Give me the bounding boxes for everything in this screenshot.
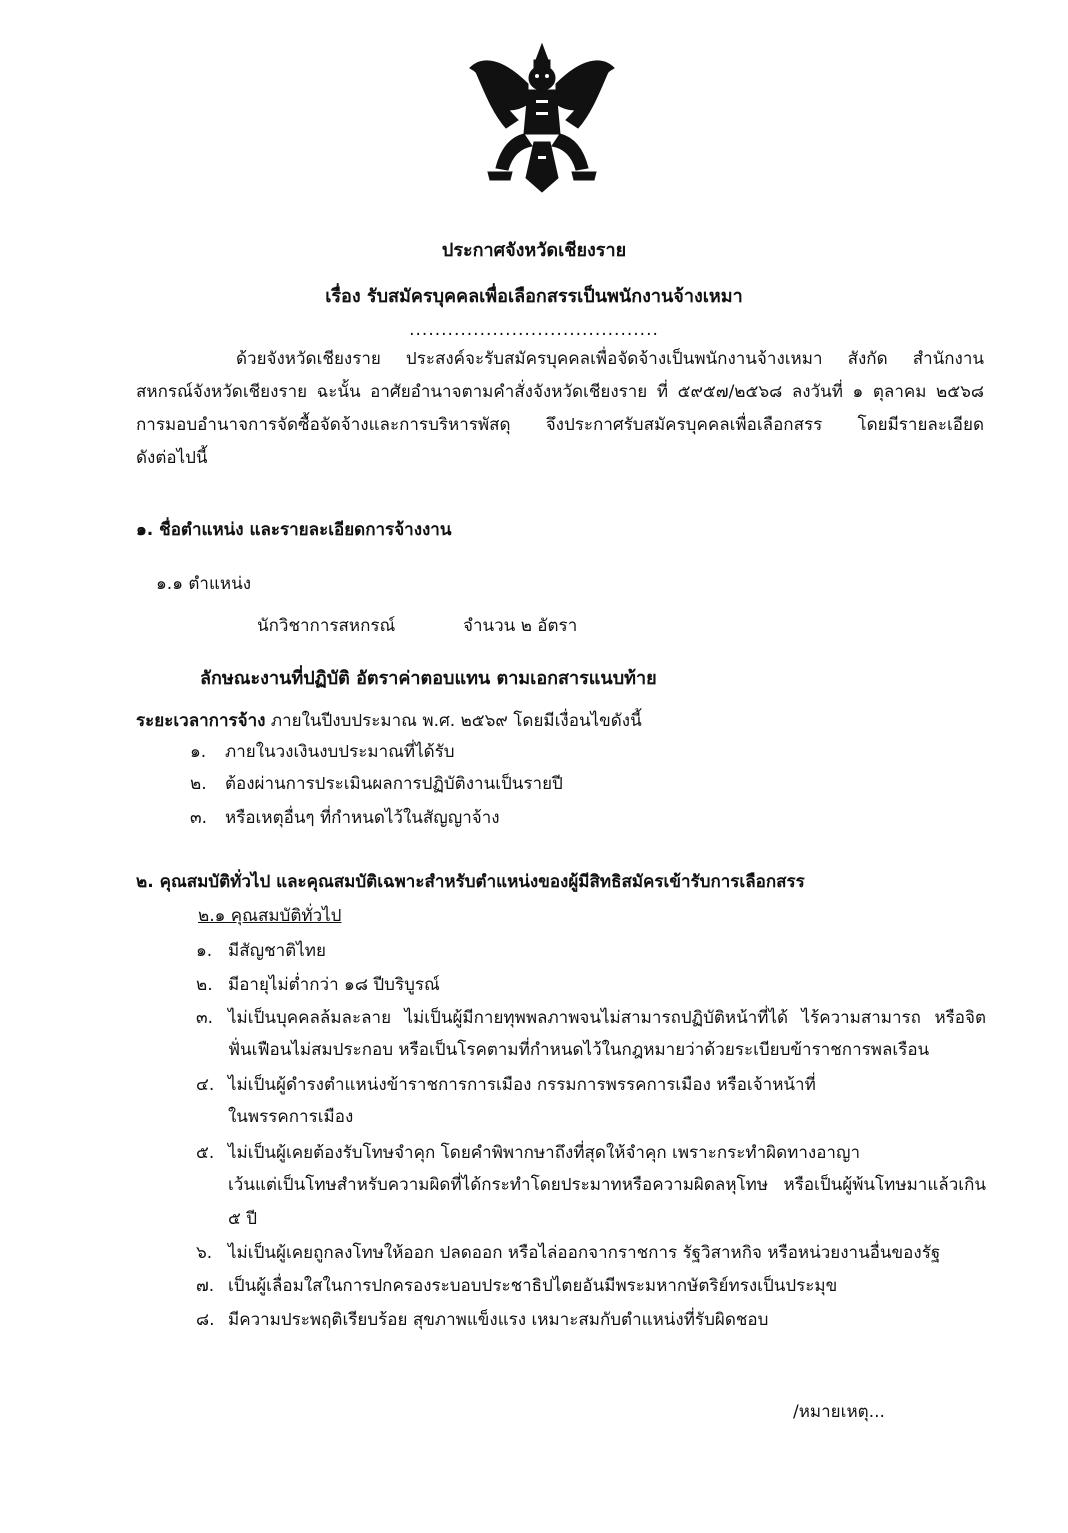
- item-number: ๒.: [190, 774, 207, 794]
- item-number: ๑.: [196, 941, 213, 961]
- item-text: ไม่เป็นบุคคลล้มละลาย ไม่เป็นผู้มีกายทุพพลภาพจนไม่สามารถปฏิบัติหน้าที่ได้ ไร้ความสามารถ หรือจิต: [228, 1008, 986, 1028]
- item-number: ๔.: [196, 1075, 215, 1095]
- item-text: ต้องผ่านการประเมินผลการปฏิบัติงานเป็นรายปี: [225, 774, 563, 794]
- section2-subheading: ๒.๑ คุณสมบัติทั่วไป: [198, 906, 342, 926]
- item-text: มีความประพฤติเรียบร้อย สุขภาพแข็งแรง เหมาะสมกับตำแหน่งที่รับผิดชอบ: [228, 1310, 769, 1330]
- item-text: เป็นผู้เลื่อมใสในการปกครองระบอบประชาธิปไตยอันมีพระมหากษัตริย์ทรงเป็นประมุข: [228, 1276, 838, 1296]
- list-item: [190, 738, 455, 767]
- title-divider: .......................................: [409, 320, 659, 340]
- document-subject: เรื่อง รับสมัครบุคคลเพื่อเลือกสรรเป็นพนักงานจ้างเหมา: [325, 286, 743, 307]
- item-text: ไม่เป็นผู้เคยต้องรับโทษจำคุก โดยคำพิพากษาถึงที่สุดให้จำคุก เพราะกระทำผิดทางอาญา: [228, 1143, 860, 1163]
- item-text: ๕ ปี: [228, 1209, 258, 1229]
- item-number: ๓.: [190, 808, 208, 828]
- intro-line: สหกรณ์จังหวัดเชียงราย ฉะนั้น อาศัยอำนาจตามคำสั่งจังหวัดเชียงราย ที่ ๕๙๕๗/๒๕๖๘ ลงวันที่ ๑ ตุลาคม ๒๕๖๘: [136, 382, 984, 402]
- period-text: ภายในปีงบประมาณ พ.ศ. ๒๕๖๙ โดยมีเงื่อนไขดังนี้: [270, 711, 642, 731]
- employment-period: [136, 707, 642, 736]
- list-item: [190, 770, 563, 799]
- item-text: มีสัญชาติไทย: [228, 941, 326, 961]
- list-item: [190, 804, 500, 833]
- item-text: ฟั่นเฟือนไม่สมประกอบ หรือเป็นโรคตามที่กำหนดไว้ในกฎหมายว่าด้วยระเบียบข้าราชการพลเรือน: [228, 1040, 930, 1060]
- item-text: ไม่เป็นผู้ดำรงตำแหน่งข้าราชการการเมือง กรรมการพรรคการเมือง หรือเจ้าหน้าที่: [228, 1075, 816, 1095]
- section1-heading: ๑. ชื่อตำแหน่ง และรายละเอียดการจ้างงาน: [136, 520, 452, 540]
- item-number: ๘.: [196, 1310, 215, 1330]
- intro-line: ด้วยจังหวัดเชียงราย ประสงค์จะรับสมัครบุคคลเพื่อจัดจ้างเป็นพนักงานจ้างเหมา สังกัด สำนักงาน: [236, 349, 984, 369]
- intro-line: ดังต่อไปนี้: [136, 448, 208, 468]
- document-title: ประกาศจังหวัดเชียงราย: [441, 240, 627, 261]
- item-text: เว้นแต่เป็นโทษสำหรับความผิดที่ได้กระทำโดยประมาทหรือความผิดลหุโทษ หรือเป็นผู้พ้นโทษมาแล้วเกิน: [228, 1175, 986, 1195]
- item-number: ๗.: [196, 1276, 215, 1296]
- position-count: จำนวน ๒ อัตรา: [463, 616, 578, 636]
- item-text: ไม่เป็นผู้เคยถูกลงโทษให้ออก ปลดออก หรือไล่ออกจากราชการ รัฐวิสาหกิจ หรือหน่วยงานอื่นของรัฐ: [228, 1243, 941, 1263]
- section2-heading: ๒. คุณสมบัติทั่วไป และคุณสมบัติเฉพาะสำหรับตำแหน่งของผู้มีสิทธิสมัครเข้ารับการเลือกสรร: [136, 872, 805, 892]
- continued-note: /หมายเหตุ...: [793, 1402, 885, 1422]
- item-text: ในพรรคการเมือง: [228, 1107, 354, 1127]
- item-number: ๕.: [196, 1143, 215, 1163]
- period-label: ระยะเวลาการจ้าง: [136, 711, 266, 731]
- intro-line: การมอบอำนาจการจัดซื้อจัดจ้างและการบริหารพัสดุ จึงประกาศรับสมัครบุคคลเพื่อเลือกสรร โดยมีรายละเอียด: [136, 415, 984, 435]
- item-text: มีอายุไม่ต่ำกว่า ๑๘ ปีบริบูรณ์: [228, 975, 440, 995]
- item-number: ๖.: [196, 1243, 213, 1263]
- work-note: ลักษณะงานที่ปฏิบัติ อัตราค่าตอบแทน ตามเอกสารแนบท้าย: [200, 668, 657, 689]
- position-name: นักวิชาการสหกรณ์: [257, 616, 396, 636]
- item-text: หรือเหตุอื่นๆ ที่กำหนดไว้ในสัญญาจ้าง: [225, 808, 500, 828]
- item-text: ภายในวงเงินงบประมาณที่ได้รับ: [225, 742, 455, 762]
- section1-subheading: ๑.๑ ตำแหน่ง: [156, 574, 252, 594]
- item-number: ๓.: [196, 1008, 214, 1028]
- item-number: ๑.: [190, 742, 207, 762]
- garuda-emblem: [462, 38, 622, 196]
- item-number: ๒.: [196, 975, 213, 995]
